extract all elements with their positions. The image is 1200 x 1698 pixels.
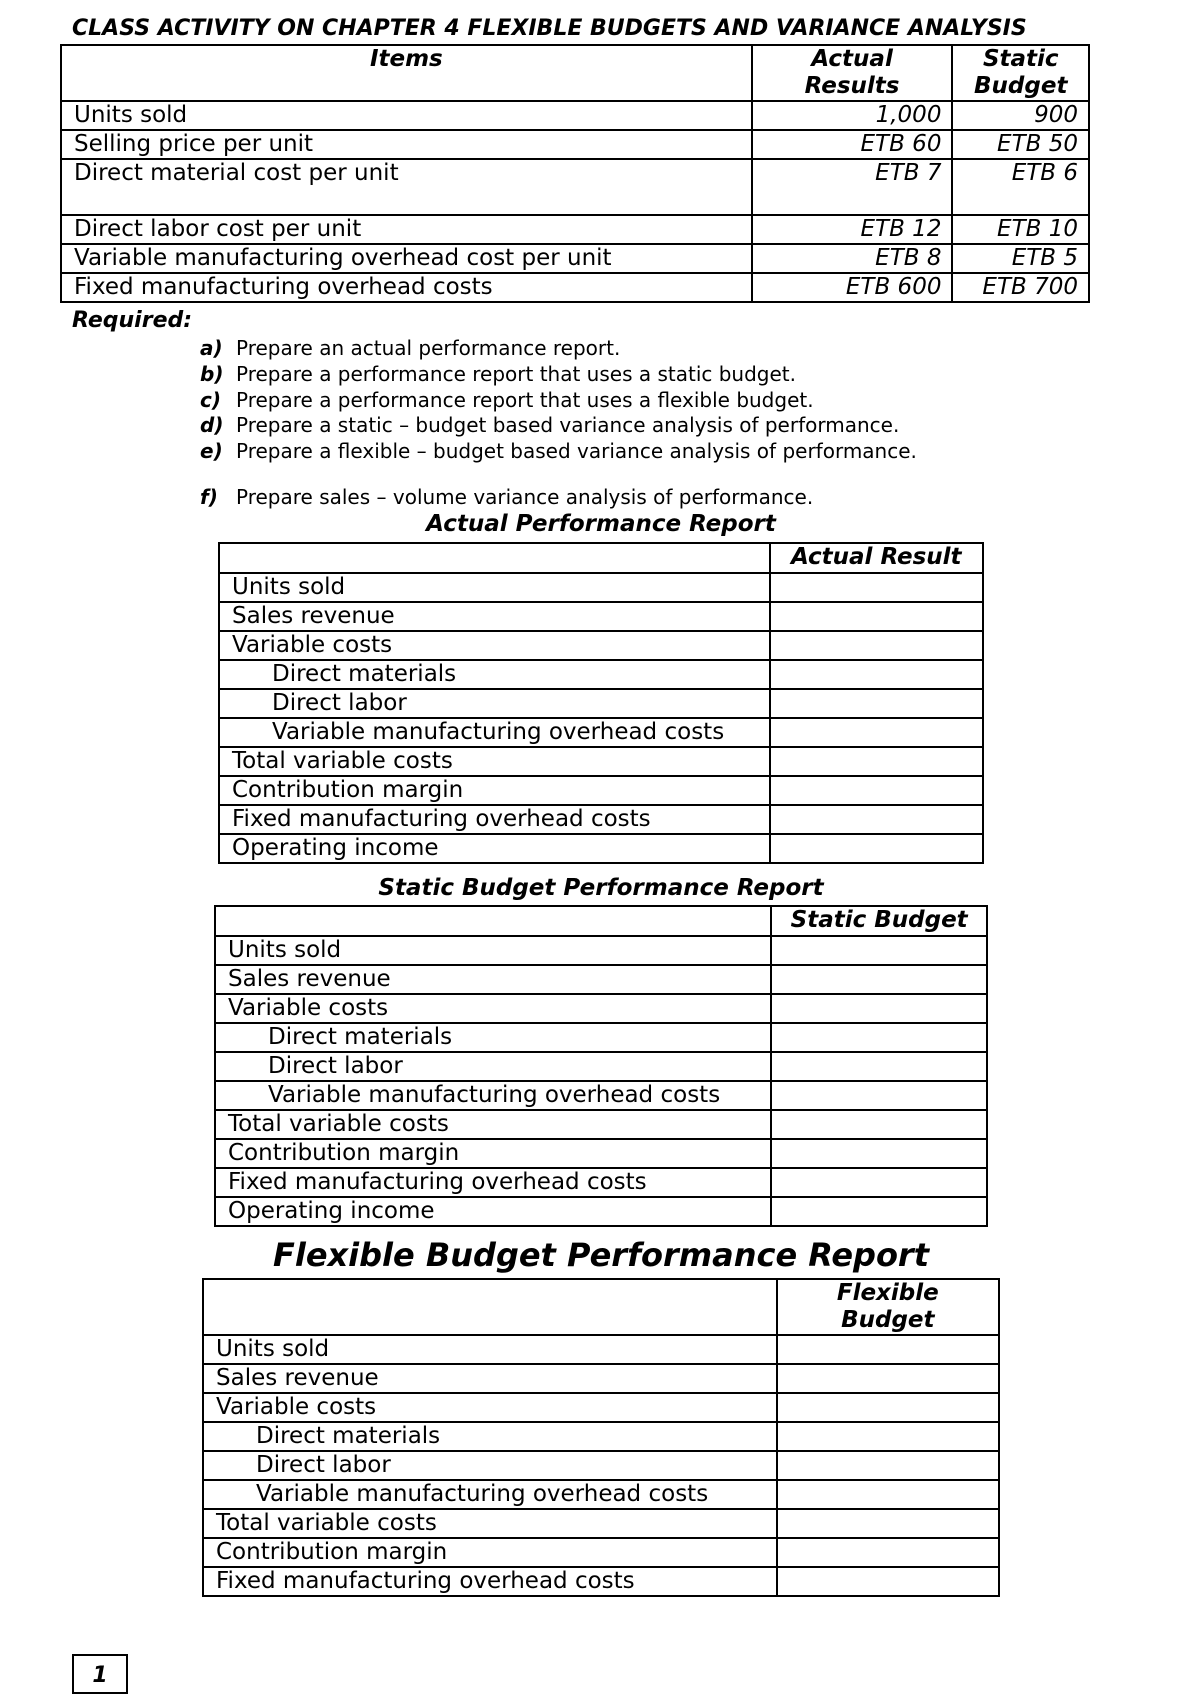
- row-item: Direct labor cost per unit: [61, 215, 752, 244]
- row-label: Direct labor: [203, 1451, 777, 1480]
- page-title: CLASS ACTIVITY ON CHAPTER 4 FLEXIBLE BUDGETS AND VARIANCE ANALYSIS: [72, 16, 1027, 41]
- blank-header: [219, 543, 770, 573]
- requirement-text: Prepare a performance report that uses a static budget.: [236, 362, 796, 386]
- table-row: [215, 1110, 987, 1139]
- flexible-column-header: Flexible Budget: [777, 1279, 999, 1335]
- table-row: [203, 1451, 999, 1480]
- actual-column-header: Actual Result: [770, 543, 984, 573]
- table-row: [203, 1393, 999, 1422]
- table-row: [203, 1538, 999, 1567]
- table-row: [219, 805, 983, 834]
- table-row: [215, 1197, 987, 1226]
- row-actual: ETB 600: [752, 273, 953, 302]
- table-row: [215, 965, 987, 994]
- requirement-b: [200, 362, 796, 386]
- table-row: [215, 1139, 987, 1168]
- value-cell: [777, 1567, 999, 1596]
- requirement-e: [200, 439, 917, 463]
- value-cell: [770, 776, 984, 805]
- row-label: Units sold: [219, 573, 770, 602]
- row-label: Variable costs: [215, 994, 771, 1023]
- requirement-letter: b): [200, 362, 224, 386]
- table-row: [215, 1168, 987, 1197]
- value-cell: [770, 689, 984, 718]
- row-label: Operating income: [215, 1197, 771, 1226]
- row-actual: ETB 12: [752, 215, 953, 244]
- value-cell: [777, 1393, 999, 1422]
- row-label: Sales revenue: [219, 602, 770, 631]
- row-item: Units sold: [61, 101, 752, 130]
- header-actual: Actual Results: [752, 45, 953, 101]
- row-label: Contribution margin: [203, 1538, 777, 1567]
- requirement-c: [200, 388, 814, 412]
- table-row: [61, 273, 1089, 302]
- header-static: Static Budget: [952, 45, 1089, 101]
- row-label: Total variable costs: [219, 747, 770, 776]
- table-row: [215, 1023, 987, 1052]
- row-label: Direct labor: [219, 689, 770, 718]
- requirement-letter: a): [200, 336, 223, 360]
- value-cell: [770, 573, 984, 602]
- row-label: Fixed manufacturing overhead costs: [215, 1168, 771, 1197]
- value-cell: [777, 1509, 999, 1538]
- row-actual: ETB 8: [752, 244, 953, 273]
- value-cell: [770, 660, 984, 689]
- row-label: Sales revenue: [203, 1364, 777, 1393]
- row-static: ETB 50: [952, 130, 1089, 159]
- row-label: Direct materials: [215, 1023, 771, 1052]
- value-cell: [771, 1052, 987, 1081]
- row-label: Variable manufacturing overhead costs: [219, 718, 770, 747]
- required-label: Required:: [72, 308, 193, 333]
- requirement-a: [200, 336, 620, 360]
- actual-report-table: [218, 542, 984, 864]
- static-column-header: Static Budget: [771, 906, 987, 936]
- row-label: Direct labor: [215, 1052, 771, 1081]
- table-row: [219, 631, 983, 660]
- row-item: Variable manufacturing overhead cost per unit: [61, 244, 752, 273]
- table-row: [203, 1480, 999, 1509]
- requirement-f: [200, 485, 813, 509]
- value-cell: [770, 602, 984, 631]
- value-cell: [777, 1538, 999, 1567]
- row-item: Selling price per unit: [61, 130, 752, 159]
- row-static: ETB 6: [952, 159, 1089, 215]
- row-label: Fixed manufacturing overhead costs: [219, 805, 770, 834]
- row-label: Units sold: [203, 1335, 777, 1364]
- value-cell: [771, 1081, 987, 1110]
- page-number: 1: [72, 1654, 128, 1694]
- table-row: [219, 660, 983, 689]
- table-row: [219, 573, 983, 602]
- row-actual: ETB 7: [752, 159, 953, 215]
- row-static: ETB 700: [952, 273, 1089, 302]
- value-cell: [777, 1335, 999, 1364]
- row-static: 900: [952, 101, 1089, 130]
- flexible-report-table: [202, 1278, 1000, 1597]
- requirement-text: Prepare a static – budget based variance analysis of performance.: [236, 413, 900, 437]
- value-cell: [777, 1451, 999, 1480]
- header-items: Items: [61, 45, 752, 101]
- requirement-letter: c): [200, 388, 221, 412]
- table-row: [219, 776, 983, 805]
- value-cell: [777, 1422, 999, 1451]
- value-cell: [771, 1023, 987, 1052]
- static-report-table: [214, 905, 988, 1227]
- value-cell: [770, 805, 984, 834]
- row-static: ETB 10: [952, 215, 1089, 244]
- row-static: ETB 5: [952, 244, 1089, 273]
- table-row: [219, 747, 983, 776]
- requirement-letter: d): [200, 413, 224, 437]
- flexible-report-title: Flexible Budget Performance Report: [273, 1236, 929, 1274]
- row-actual: ETB 60: [752, 130, 953, 159]
- requirement-letter: f): [200, 485, 218, 509]
- row-label: Contribution margin: [215, 1139, 771, 1168]
- row-label: Direct materials: [219, 660, 770, 689]
- value-cell: [770, 747, 984, 776]
- given-data-table: [60, 44, 1090, 303]
- table-row: [215, 1052, 987, 1081]
- table-row: [219, 834, 983, 863]
- table-row: [203, 1364, 999, 1393]
- row-label: Units sold: [215, 936, 771, 965]
- requirement-text: Prepare sales – volume variance analysis of performance.: [236, 485, 814, 509]
- row-label: Variable manufacturing overhead costs: [215, 1081, 771, 1110]
- value-cell: [771, 994, 987, 1023]
- value-cell: [771, 965, 987, 994]
- table-row: [203, 1335, 999, 1364]
- table-row: [61, 215, 1089, 244]
- row-label: Operating income: [219, 834, 770, 863]
- requirement-text: Prepare a performance report that uses a flexible budget.: [236, 388, 814, 412]
- table-row: [215, 1081, 987, 1110]
- blank-header: [215, 906, 771, 936]
- actual-report-title: Actual Performance Report: [426, 511, 776, 537]
- table-row: [61, 101, 1089, 130]
- static-report-title: Static Budget Performance Report: [378, 875, 824, 901]
- value-cell: [770, 834, 984, 863]
- table-row: [61, 244, 1089, 273]
- value-cell: [771, 936, 987, 965]
- row-label: Total variable costs: [203, 1509, 777, 1538]
- value-cell: [770, 631, 984, 660]
- requirement-text: Prepare a flexible – budget based variance analysis of performance.: [236, 439, 917, 463]
- row-label: Variable costs: [203, 1393, 777, 1422]
- requirement-d: [200, 413, 899, 437]
- value-cell: [771, 1197, 987, 1226]
- value-cell: [771, 1139, 987, 1168]
- table-row: [219, 602, 983, 631]
- blank-header: [203, 1279, 777, 1335]
- value-cell: [771, 1168, 987, 1197]
- row-label: Contribution margin: [219, 776, 770, 805]
- table-row: [203, 1567, 999, 1596]
- row-item: Fixed manufacturing overhead costs: [61, 273, 752, 302]
- table-row: [215, 994, 987, 1023]
- table-row: [203, 1422, 999, 1451]
- table-row: [61, 130, 1089, 159]
- table-row: [203, 1509, 999, 1538]
- row-item: Direct material cost per unit: [61, 159, 752, 215]
- requirement-text: Prepare an actual performance report.: [236, 336, 621, 360]
- table-header-row: [61, 45, 1089, 101]
- row-actual: 1,000: [752, 101, 953, 130]
- value-cell: [771, 1110, 987, 1139]
- table-row: [219, 689, 983, 718]
- requirement-letter: e): [200, 439, 223, 463]
- row-label: Variable costs: [219, 631, 770, 660]
- row-label: Fixed manufacturing overhead costs: [203, 1567, 777, 1596]
- row-label: Sales revenue: [215, 965, 771, 994]
- table-row: [219, 718, 983, 747]
- row-label: Direct materials: [203, 1422, 777, 1451]
- value-cell: [770, 718, 984, 747]
- value-cell: [777, 1364, 999, 1393]
- row-label: Variable manufacturing overhead costs: [203, 1480, 777, 1509]
- table-row: [61, 159, 1089, 215]
- row-label: Total variable costs: [215, 1110, 771, 1139]
- table-row: [215, 936, 987, 965]
- value-cell: [777, 1480, 999, 1509]
